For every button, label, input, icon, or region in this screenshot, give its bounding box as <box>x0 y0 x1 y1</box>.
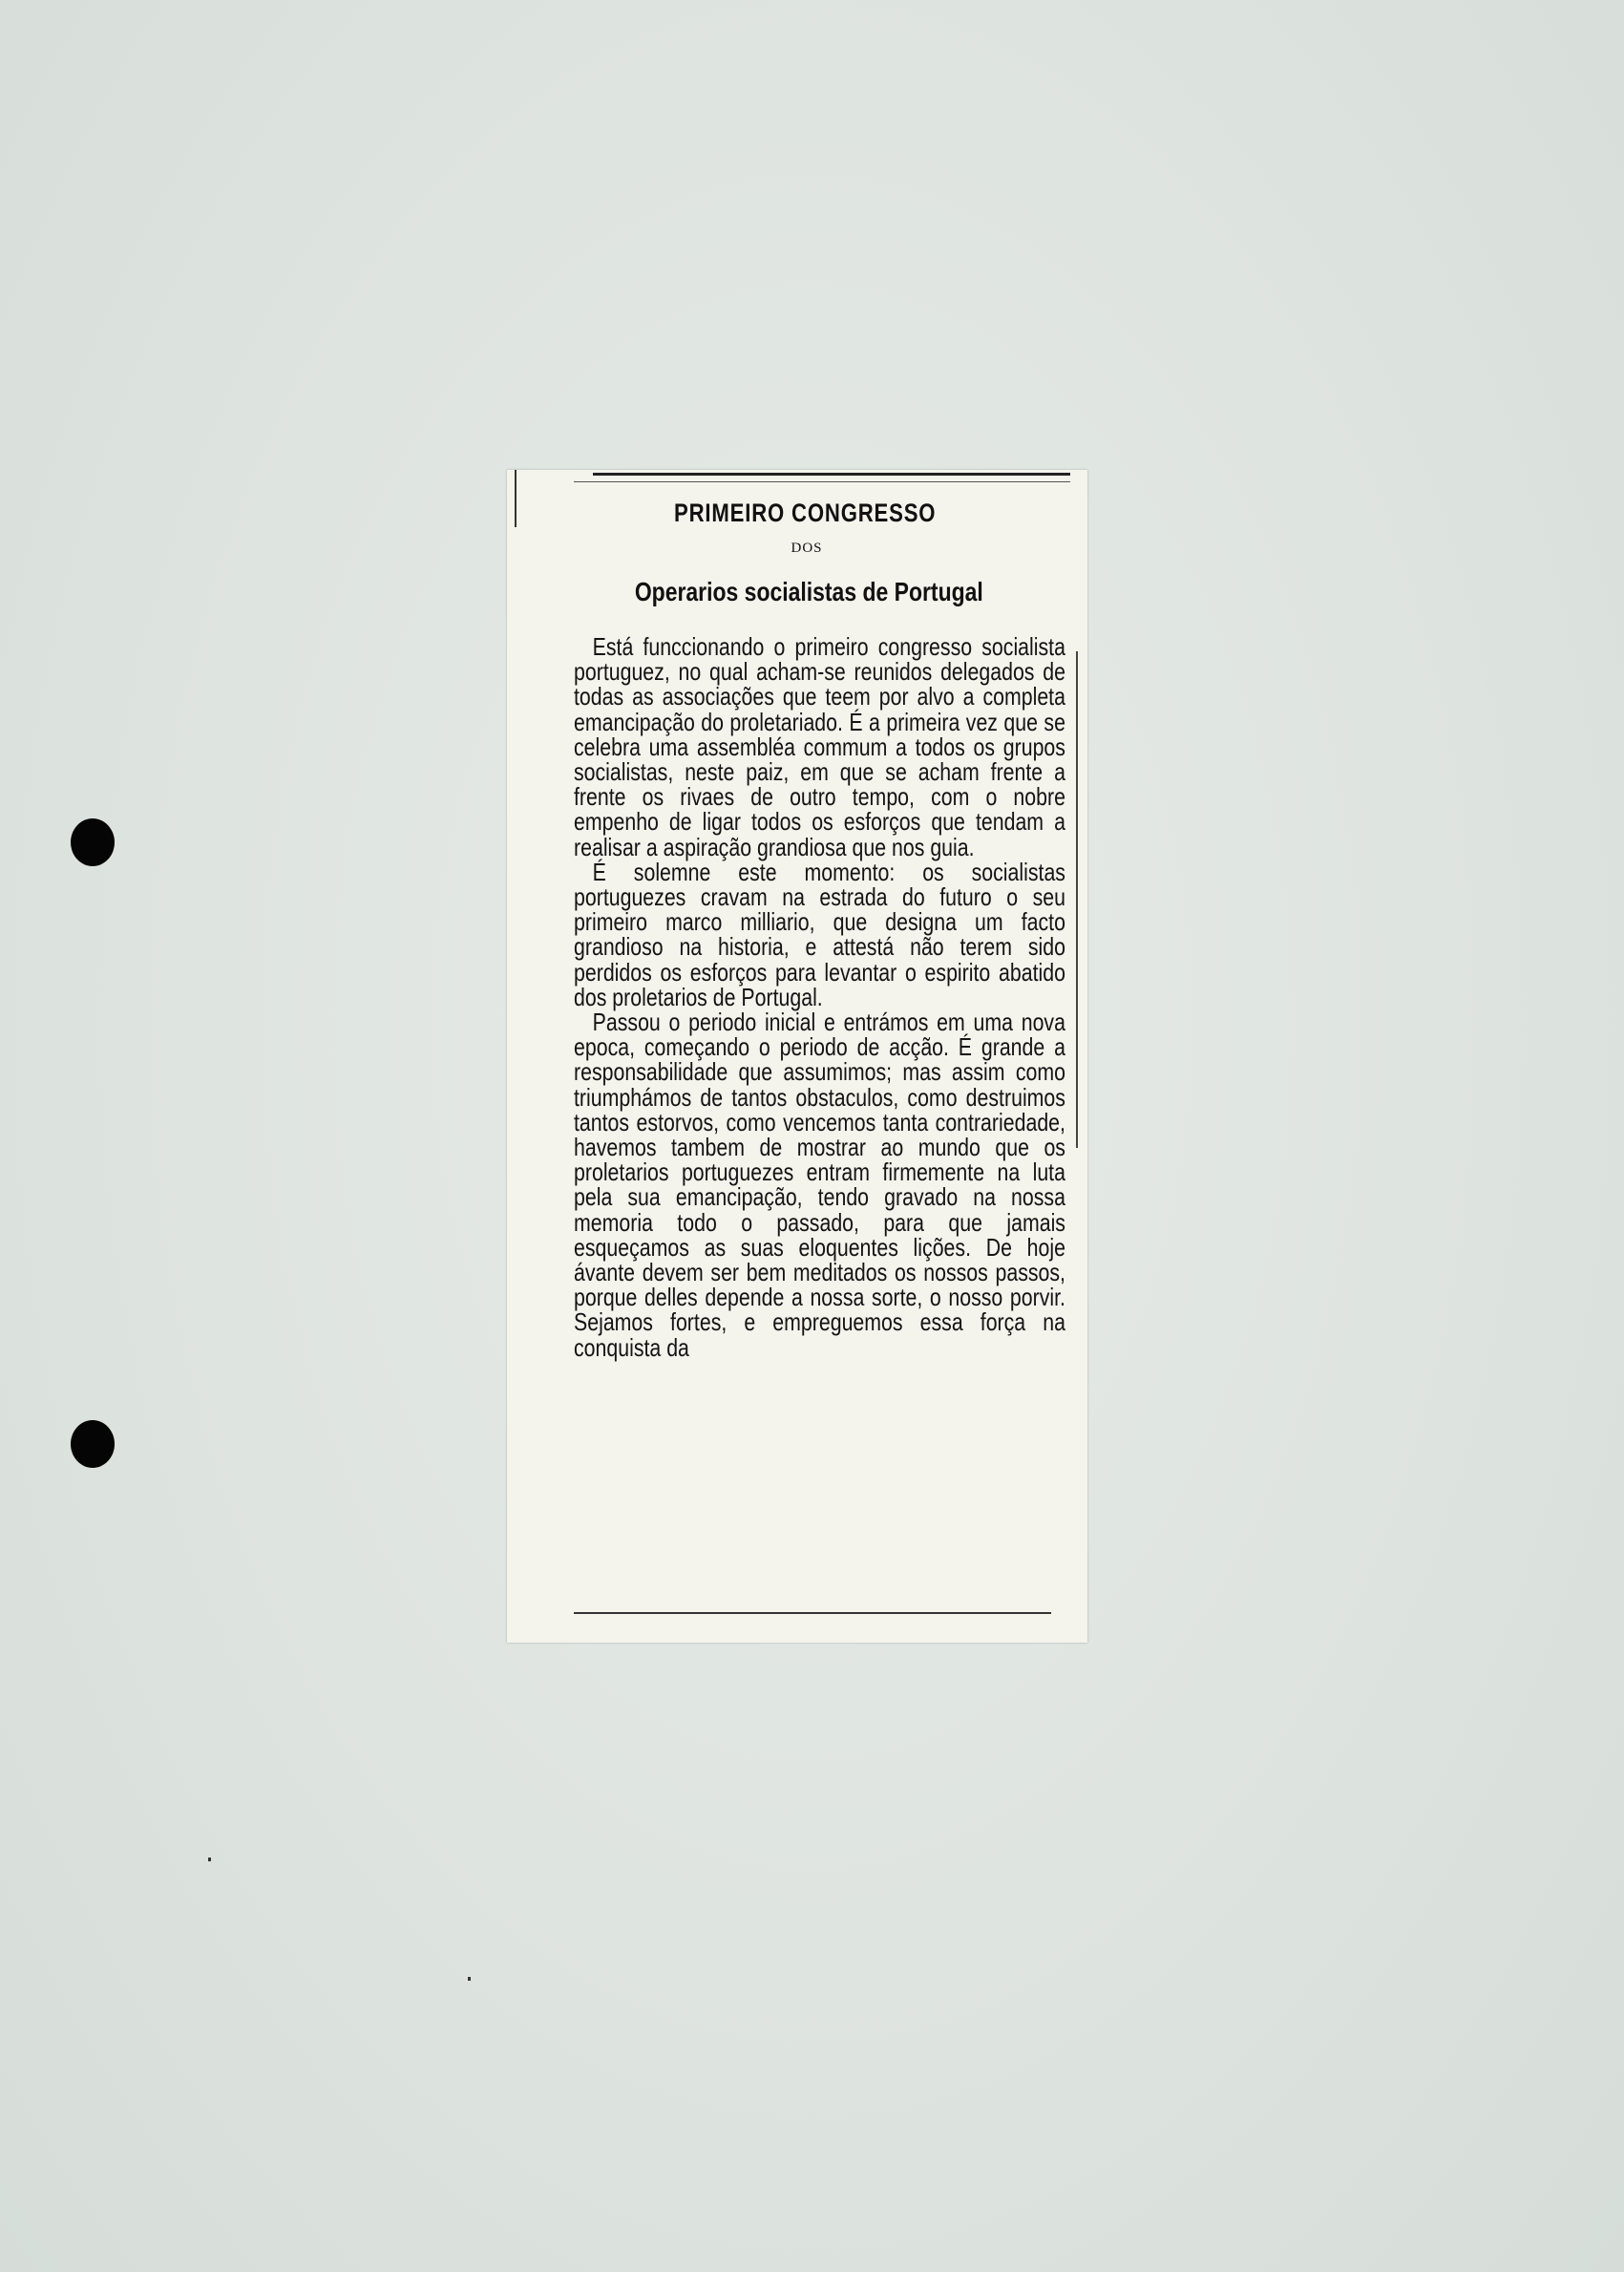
article-paragraph-2: É solemne este momento: os socialistas portuguezes cravam na estrada do futuro o seu primeiro marco milliario, que designa um facto grandioso na historia, e attestá não terem sido perdidos os esforços para levantar o espirito abatido dos proletarios de Portugal. <box>574 857 1065 1011</box>
clipping-title: Operarios socialistas de Portugal <box>634 577 983 606</box>
clipping-top-rule <box>593 473 1070 476</box>
paper-speck <box>208 1858 211 1861</box>
clipping-subheadline: DOS <box>791 541 823 556</box>
newspaper-clipping <box>507 470 1087 1643</box>
clipping-left-edge <box>515 470 517 527</box>
clipping-top-rule-thin <box>574 481 1070 482</box>
clipping-bottom-rule <box>574 1612 1051 1614</box>
article-body <box>574 634 1065 1360</box>
article-paragraph-3: Passou o periodo inicial e entrámos em uma nova epoca, começando o periodo de acção. É grande a responsabilidade que assumimos; mas assim como triumphámos de tantos obstaculos, como destruimos tantos estorvos, como vencemos tanta contrariedade, havemos tambem de mostrar ao mundo que os proletarios portuguezes entram firmemente na luta pela sua emancipação, tendo gravado na nossa memoria todo o passado, para que jamais esqueçamos as suas eloquentes lições. De hoje ávante devem ser bem meditados os nossos passos, porque delles depende a nossa sorte, o nosso porvir. Sejamos fortes, e empreguemos essa força na conquista da <box>574 1008 1065 1362</box>
punch-hole-top <box>71 818 115 866</box>
clipping-headline: PRIMEIRO CONGRESSO <box>674 499 937 527</box>
article-paragraph-1: Está funccionando o primeiro congresso socialista portuguez, no qual acham-se reunidos delegados de todas as associações que teem por alvo a completa emancipação do proletariado. É a primeira vez que se celebra uma assembléa commum a todos os grupos socialistas, neste paiz, em que se acham frente a frente os rivaes de outro tempo, com o nobre empenho de ligar todos os esforços que tendam a realisar a aspiração grandiosa que nos guia. <box>574 632 1065 861</box>
punch-hole-bottom <box>71 1420 115 1468</box>
clipping-right-column-rule <box>1076 651 1078 1148</box>
paper-speck <box>468 1977 471 1981</box>
